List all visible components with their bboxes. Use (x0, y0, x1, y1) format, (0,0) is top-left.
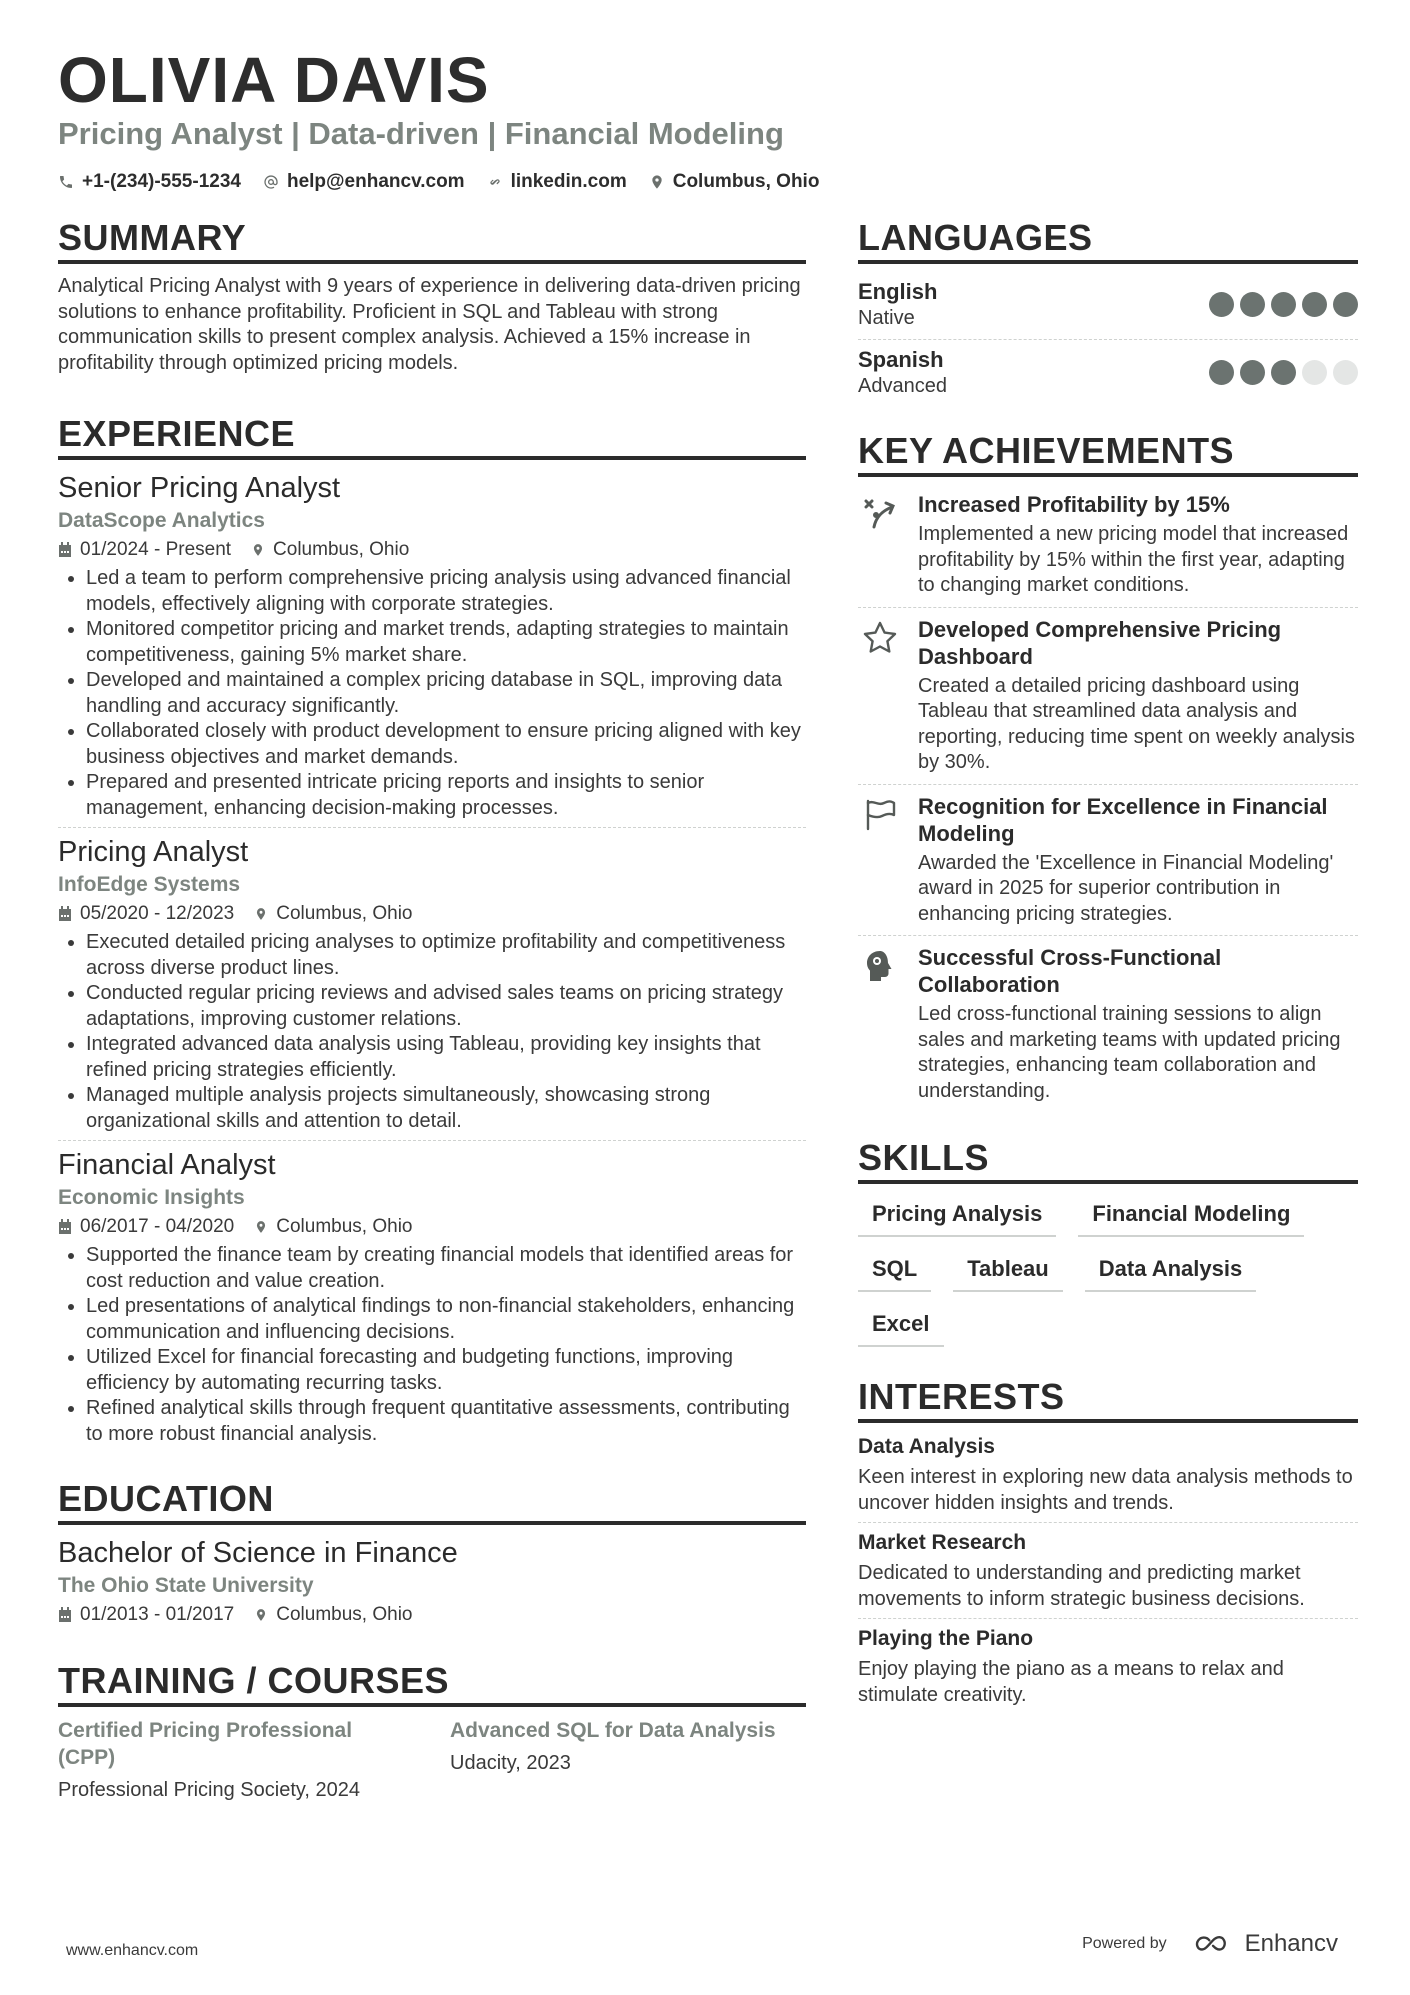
course-item (450, 1717, 806, 1807)
achievement-desc: Led cross-functional training sessions to align sales and marketing teams with updated pricing strategies, enhancing team collaboration and understanding. (918, 1003, 1341, 1102)
job-location-text: Columbus, Ohio (276, 903, 413, 924)
job-dates-text: 06/2017 - 04/2020 (80, 1216, 235, 1237)
job-bullet: • Conducted regular pricing reviews and advised sales teams on pricing strategy adaptations, improving customer relations. (86, 981, 806, 1032)
job-entry (58, 1147, 806, 1447)
interest-title: Market Research (858, 1531, 1027, 1554)
location-pin-icon (649, 174, 665, 190)
entry-divider (858, 1522, 1358, 1523)
contact-bar (58, 168, 819, 196)
language-item (858, 342, 1358, 405)
language-rating (1209, 360, 1358, 385)
growth-arrow-icon (862, 495, 898, 531)
calendar-icon (58, 1219, 72, 1235)
achievement-desc: Awarded the 'Excellence in Financial Modeling' award in 2025 for superior contribution in enhancing pricing strategies. (918, 851, 1334, 925)
job-bullet: • Collaborated closely with product development to ensure pricing aligned with key business objectives and market demands. (86, 719, 806, 770)
contact-location (649, 168, 820, 196)
job-bullets (58, 566, 806, 821)
achievement-icon-wrap (858, 616, 902, 776)
interest-desc: Enjoy playing the piano as a means to relax and stimulate creativity. (858, 1658, 1284, 1706)
calendar-icon (58, 1607, 72, 1623)
candidate-name: OLIVIA DAVIS (58, 44, 490, 116)
skill-tag: SQL (858, 1251, 931, 1292)
job-bullet: • Refined analytical skills through frequent quantitative assessments, contributing to more robust financial analysis. (86, 1396, 806, 1447)
skill-tag: Tableau (953, 1251, 1063, 1292)
skill-tag: Data Analysis (1085, 1251, 1256, 1292)
rating-dot-filled (1240, 292, 1265, 317)
language-rating (1209, 292, 1358, 317)
achievement-icon-wrap (858, 491, 902, 599)
job-dates-text: 05/2020 - 12/2023 (80, 903, 235, 924)
achievement-item (858, 487, 1358, 607)
job-bullet: • Led presentations of analytical findings to non-financial stakeholders, enhancing communication and influencing decisions. (86, 1294, 806, 1345)
interest-item (858, 1625, 1358, 1708)
job-company: InfoEdge Systems (58, 873, 241, 896)
skill-tag: Pricing Analysis (858, 1196, 1056, 1237)
skill-tag: Financial Modeling (1078, 1196, 1304, 1237)
education-location (254, 1601, 412, 1629)
entry-divider (58, 1140, 806, 1141)
interest-title: Playing the Piano (858, 1627, 1034, 1650)
job-location (254, 1213, 412, 1241)
job-bullet: • Prepared and presented intricate pricing reports and insights to senior management, enhancing decision-making processes. (86, 770, 806, 821)
course-title: Certified Pricing Professional (CPP) (58, 1719, 353, 1769)
training-section (58, 1659, 806, 1807)
job-bullets (58, 1243, 806, 1447)
right-column (858, 216, 1358, 1708)
left-column (58, 216, 806, 1807)
flag-icon (862, 797, 898, 833)
languages-section (858, 216, 1358, 405)
interest-item (858, 1433, 1358, 1516)
entry-divider (858, 607, 1358, 608)
entry-divider (858, 1618, 1358, 1619)
job-location (251, 536, 409, 564)
footer-website[interactable]: www.enhancv.com (66, 1942, 199, 1959)
rating-dot-filled (1333, 292, 1358, 317)
language-item (858, 274, 1358, 337)
job-location (254, 900, 412, 928)
job-meta (58, 536, 806, 564)
job-bullet: • Led a team to perform comprehensive pricing analysis using advanced financial models, effectively aligning with corporate strategies. (86, 566, 806, 617)
skills-section (858, 1136, 1358, 1347)
language-name: English (858, 279, 938, 304)
course-list (58, 1717, 806, 1807)
interest-desc: Keen interest in exploring new data analysis methods to uncover hidden insights and trends. (858, 1466, 1353, 1514)
calendar-icon (58, 906, 72, 922)
summary-section (58, 216, 806, 376)
job-entry (58, 834, 806, 1134)
education-dates-text: 01/2013 - 01/2017 (80, 1604, 235, 1625)
course-provider: Professional Pricing Society, 2024 (58, 1779, 361, 1801)
skills-heading: SKILLS (858, 1136, 1358, 1184)
education-meta (58, 1601, 806, 1629)
entry-divider (58, 827, 806, 828)
location-pin-icon (251, 542, 265, 558)
location-pin-icon (254, 1607, 268, 1623)
contact-phone[interactable] (58, 168, 241, 196)
location-text: Columbus, Ohio (672, 171, 820, 192)
language-name: Spanish (858, 347, 944, 372)
brand-name: Enhancv (1244, 1930, 1338, 1957)
education-dates (58, 1601, 234, 1629)
linkedin-text: linkedin.com (510, 171, 627, 192)
job-dates (58, 900, 234, 928)
achievement-title: Increased Profitability by 15% (918, 492, 1230, 517)
course-title: Advanced SQL for Data Analysis (450, 1719, 776, 1742)
powered-by-text: Powered by (1082, 1935, 1167, 1952)
rating-dot-filled (1209, 360, 1234, 385)
brand-logo[interactable] (1191, 1930, 1338, 1958)
headline: Pricing Analyst | Data-driven | Financial Modeling (58, 116, 784, 151)
achievement-title: Recognition for Excellence in Financial Modeling (918, 793, 1328, 846)
job-role: Pricing Analyst (58, 836, 249, 868)
at-icon (263, 174, 279, 190)
location-pin-icon (254, 1219, 268, 1235)
job-company: DataScope Analytics (58, 509, 265, 532)
degree: Bachelor of Science in Finance (58, 1537, 458, 1569)
job-dates (58, 536, 231, 564)
education-section (58, 1477, 806, 1629)
head-brain-icon (862, 948, 898, 984)
summary-heading: SUMMARY (58, 216, 806, 264)
training-heading: TRAINING / COURSES (58, 1659, 806, 1707)
job-bullet: • Monitored competitor pricing and market trends, adapting strategies to maintain competitiveness, gaining 5% market share. (86, 617, 806, 668)
star-icon (862, 620, 898, 656)
skill-list (858, 1196, 1358, 1347)
contact-linkedin[interactable] (487, 168, 627, 196)
entry-divider (858, 339, 1358, 340)
entry-divider (858, 784, 1358, 785)
job-entry (58, 470, 806, 821)
rating-dot-empty (1302, 360, 1327, 385)
calendar-icon (58, 542, 72, 558)
achievement-icon-wrap (858, 944, 902, 1104)
job-role: Senior Pricing Analyst (58, 472, 341, 504)
email-text: help@enhancv.com (286, 171, 465, 192)
rating-dot-filled (1271, 292, 1296, 317)
summary-text: Analytical Pricing Analyst with 9 years of experience in delivering data-driven pricing solutions to enhance profitability. Proficient in SQL and Tableau with strong communication skills to present complex analysis. Achieved a 15% increase in profitability through optimized pricing models. (58, 275, 801, 374)
job-bullet: • Developed and maintained a complex pricing database in SQL, improving data handling and accuracy significantly. (86, 668, 806, 719)
job-company: Economic Insights (58, 1186, 245, 1209)
enhancv-logo-icon (1191, 1933, 1235, 1955)
entry-divider (858, 935, 1358, 936)
interests-section (858, 1375, 1358, 1708)
achievement-desc: Created a detailed pricing dashboard using Tableau that streamlined data analysis and reporting, reducing time spent on weekly analysis by 30%. (918, 674, 1355, 773)
job-location-text: Columbus, Ohio (276, 1216, 413, 1237)
location-pin-icon (254, 906, 268, 922)
phone-text: +1-(234)-555-1234 (82, 171, 241, 192)
phone-icon (58, 174, 74, 190)
achievements-heading: KEY ACHIEVEMENTS (858, 429, 1358, 477)
rating-dot-filled (1209, 292, 1234, 317)
job-dates-text: 01/2024 - Present (80, 539, 232, 560)
skill-tag: Excel (858, 1306, 944, 1347)
rating-dot-filled (1240, 360, 1265, 385)
job-location-text: Columbus, Ohio (273, 539, 410, 560)
achievement-title: Successful Cross-Functional Collaboration (918, 945, 1222, 997)
job-bullets (58, 930, 806, 1134)
job-bullet: • Supported the finance team by creating financial models that identified areas for cost reduction and value creation. (86, 1243, 806, 1294)
achievement-icon-wrap (858, 793, 902, 928)
contact-email[interactable] (263, 168, 465, 196)
achievement-item (858, 789, 1358, 936)
job-bullet: • Executed detailed pricing analyses to optimize profitability and competitiveness across diverse product lines. (86, 930, 806, 981)
achievement-desc: Implemented a new pricing model that increased profitability by 15% within the first year, adapting to changing market conditions. (918, 523, 1349, 596)
rating-dot-empty (1333, 360, 1358, 385)
interest-item (858, 1529, 1358, 1612)
job-bullet: • Managed multiple analysis projects simultaneously, showcasing strong organizational skills and attention to detail. (86, 1083, 806, 1134)
footer-branding (1082, 1930, 1338, 1958)
link-icon (487, 174, 503, 190)
education-heading: EDUCATION (58, 1477, 806, 1525)
achievements-section (858, 429, 1358, 1112)
rating-dot-filled (1302, 292, 1327, 317)
education-location-text: Columbus, Ohio (276, 1604, 413, 1625)
achievement-title: Developed Comprehensive Pricing Dashboard (918, 616, 1282, 669)
experience-section (58, 412, 806, 1447)
job-bullet: • Utilized Excel for financial forecasting and budgeting functions, improving efficiency by automating recurring tasks. (86, 1345, 806, 1396)
job-meta (58, 900, 806, 928)
job-meta (58, 1213, 806, 1241)
interests-heading: INTERESTS (858, 1375, 1358, 1423)
school: The Ohio State University (58, 1574, 314, 1597)
experience-heading: EXPERIENCE (58, 412, 806, 460)
language-level: Native (858, 307, 915, 329)
rating-dot-filled (1271, 360, 1296, 385)
interest-desc: Dedicated to understanding and predicting market movements to inform strategic business decisions. (858, 1562, 1305, 1610)
job-bullet: • Integrated advanced data analysis using Tableau, providing key insights that refined pricing strategies efficiently. (86, 1032, 806, 1083)
job-dates (58, 1213, 234, 1241)
course-item (58, 1717, 414, 1807)
interest-title: Data Analysis (858, 1435, 995, 1458)
achievement-item (858, 612, 1358, 784)
course-provider: Udacity, 2023 (450, 1752, 571, 1774)
languages-heading: LANGUAGES (858, 216, 1358, 264)
job-role: Financial Analyst (58, 1149, 276, 1181)
language-level: Advanced (858, 375, 947, 397)
achievement-item (858, 940, 1358, 1112)
